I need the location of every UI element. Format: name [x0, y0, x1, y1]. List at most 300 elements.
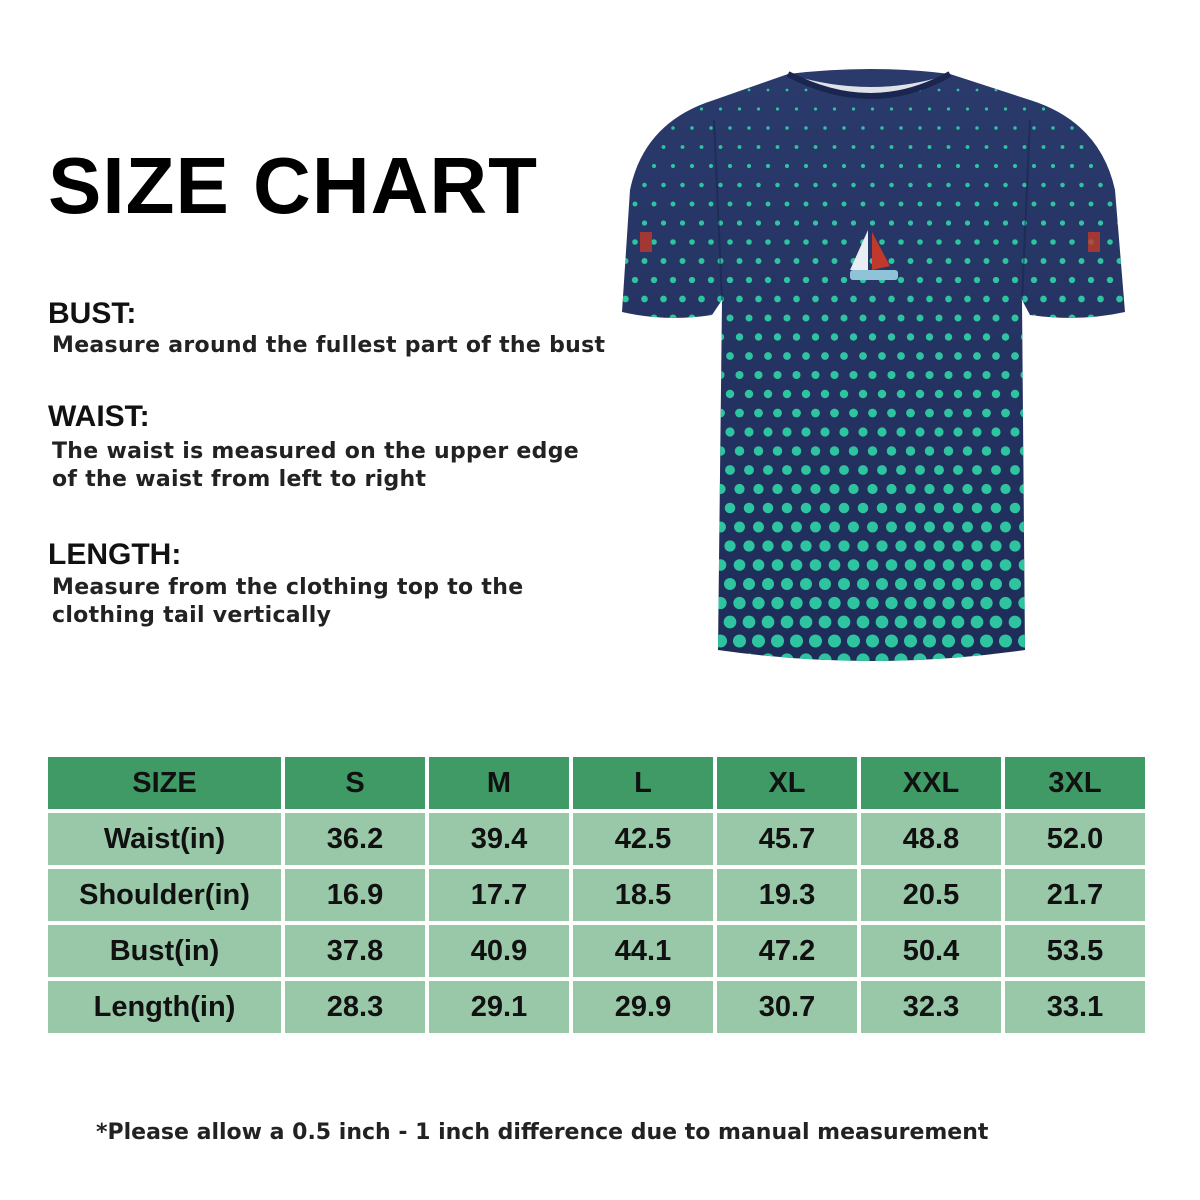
halftone-dot [1049, 390, 1057, 398]
halftone-dot [650, 314, 657, 321]
halftone-dot [785, 164, 789, 168]
halftone-dot [1087, 390, 1095, 398]
halftone-dot [1066, 616, 1079, 629]
halftone-dot [1071, 89, 1074, 92]
table-cell: 16.9 [285, 869, 425, 921]
halftone-dot [1059, 333, 1066, 340]
halftone-dot [624, 107, 627, 110]
halftone-dot [812, 296, 819, 303]
halftone-dot [803, 239, 809, 245]
halftone-dot [657, 597, 669, 609]
halftone-dot [1048, 465, 1058, 475]
halftone-dot [1018, 634, 1031, 647]
halftone-dot [688, 314, 695, 321]
halftone-dot [804, 126, 808, 130]
halftone-dot [1002, 296, 1009, 303]
halftone-dot [896, 465, 906, 475]
halftone-dot [1029, 465, 1039, 475]
halftone-dot [957, 89, 960, 92]
halftone-dot [885, 597, 897, 609]
halftone-dot [632, 277, 638, 283]
halftone-dot [726, 314, 733, 321]
halftone-dot [905, 484, 915, 494]
halftone-dot [1124, 465, 1130, 475]
halftone-dot [761, 653, 774, 666]
halftone-dot [640, 409, 649, 418]
halftone-dot [1106, 352, 1114, 360]
halftone-dot [738, 145, 742, 149]
halftone-dot [704, 653, 717, 666]
halftone-dot [984, 258, 990, 264]
halftone-dot [889, 258, 895, 264]
halftone-dot [766, 164, 770, 168]
halftone-dot [707, 390, 715, 398]
halftone-dot [878, 352, 886, 360]
table-cell: 19.3 [717, 869, 857, 921]
halftone-dot [890, 145, 894, 149]
halftone-dot [1003, 258, 1009, 264]
halftone-dot [906, 446, 916, 456]
halftone-dot [1031, 277, 1037, 283]
halftone-dot [1116, 333, 1123, 340]
row-label: Shoulder(in) [48, 869, 281, 921]
halftone-dot [610, 616, 622, 629]
halftone-dot [706, 503, 717, 514]
halftone-dot [678, 371, 686, 379]
table-row [48, 869, 1145, 921]
halftone-dot [1000, 484, 1010, 494]
halftone-dot [715, 559, 727, 571]
halftone-dot [686, 616, 699, 629]
halftone-dot [954, 390, 962, 398]
halftone-dot [775, 258, 781, 264]
halftone-dot [847, 634, 860, 647]
halftone-dot [943, 559, 955, 571]
halftone-dot [814, 107, 817, 110]
halftone-dot [772, 484, 782, 494]
halftone-dot [719, 145, 723, 149]
halftone-dot [791, 522, 802, 533]
halftone-dot [784, 239, 790, 245]
halftone-dot [1076, 522, 1087, 533]
halftone-dot [1060, 183, 1065, 188]
halftone-dot [1090, 89, 1093, 92]
halftone-dot [681, 145, 685, 149]
halftone-dot [631, 352, 639, 360]
halftone-dot [794, 183, 799, 188]
halftone-dot [1020, 409, 1029, 418]
halftone-dot [662, 145, 666, 149]
halftone-dot [962, 559, 974, 571]
halftone-dot [1095, 522, 1106, 533]
halftone-dot [1056, 634, 1069, 647]
waist-heading: WAIST: [48, 400, 150, 433]
halftone-dot [1010, 465, 1020, 475]
halftone-dot [1079, 220, 1084, 225]
halftone-dot [1116, 296, 1123, 303]
halftone-dot [886, 484, 896, 494]
halftone-dot [1003, 183, 1008, 188]
halftone-dot [639, 522, 650, 533]
halftone-dot [887, 409, 896, 418]
halftone-dot [813, 258, 819, 264]
halftone-dot [1098, 258, 1104, 264]
halftone-dot [610, 540, 621, 551]
halftone-dot [990, 616, 1003, 629]
halftone-dot [800, 540, 811, 551]
halftone-dot [1125, 314, 1130, 321]
halftone-dot [1028, 540, 1039, 551]
halftone-dot [1070, 126, 1074, 130]
halftone-dot [649, 503, 660, 514]
halftone-dot [754, 371, 762, 379]
halftone-dot [794, 220, 799, 225]
halftone-dot [823, 164, 827, 168]
halftone-dot [630, 503, 641, 514]
halftone-dot [1107, 277, 1113, 283]
table-cell: 37.8 [285, 925, 425, 977]
halftone-dot [793, 296, 800, 303]
halftone-dot [952, 616, 965, 629]
halftone-dot [942, 634, 955, 647]
halftone-dot [715, 484, 725, 494]
halftone-dot [700, 145, 704, 149]
halftone-dot [687, 503, 698, 514]
halftone-dot [985, 107, 988, 110]
halftone-dot [661, 220, 666, 225]
halftone-dot [858, 427, 867, 436]
halftone-dot [756, 258, 762, 264]
halftone-dot [991, 503, 1002, 514]
halftone-dot [1008, 653, 1021, 666]
halftone-dot [1080, 145, 1084, 149]
halftone-dot [861, 126, 865, 130]
halftone-dot [668, 503, 679, 514]
halftone-dot [716, 446, 726, 456]
halftone-dot [710, 89, 713, 92]
row-label: Bust(in) [48, 925, 281, 977]
halftone-dot [819, 540, 830, 551]
halftone-dot [1011, 390, 1019, 398]
halftone-dot [1066, 578, 1078, 590]
halftone-dot [766, 202, 771, 207]
halftone-dot [876, 578, 888, 590]
halftone-dot [993, 277, 999, 283]
halftone-dot [856, 653, 869, 666]
halftone-dot [971, 616, 984, 629]
halftone-dot [841, 277, 847, 283]
halftone-dot [771, 634, 784, 647]
halftone-dot [776, 145, 780, 149]
halftone-dot [813, 183, 818, 188]
halftone-dot [705, 616, 718, 629]
halftone-dot [878, 390, 886, 398]
halftone-dot [822, 239, 828, 245]
halftone-dot [962, 522, 973, 533]
halftone-dot [947, 145, 951, 149]
halftone-dot [615, 89, 618, 92]
halftone-dot [648, 616, 661, 629]
halftone-dot [915, 465, 925, 475]
halftone-dot [992, 352, 1000, 360]
halftone-dot [1046, 653, 1059, 666]
halftone-dot [629, 578, 641, 590]
halftone-dot [926, 296, 933, 303]
halftone-dot [698, 296, 705, 303]
halftone-dot [620, 559, 632, 571]
halftone-dot [748, 89, 751, 92]
halftone-dot [724, 578, 736, 590]
halftone-dot [773, 371, 781, 379]
halftone-dot [699, 183, 704, 188]
halftone-dot [657, 634, 670, 647]
halftone-dot [767, 89, 770, 92]
halftone-dot [1068, 352, 1076, 360]
halftone-dot [718, 183, 723, 188]
halftone-dot [909, 107, 912, 110]
halftone-dot [924, 484, 934, 494]
halftone-dot [661, 183, 666, 188]
halftone-dot [679, 333, 686, 340]
halftone-dot [994, 126, 998, 130]
halftone-dot [723, 653, 736, 666]
halftone-dot [660, 296, 667, 303]
halftone-dot [923, 634, 936, 647]
halftone-dot [859, 390, 867, 398]
halftone-dot [1126, 239, 1130, 245]
halftone-dot [1077, 371, 1085, 379]
halftone-dot [1114, 559, 1126, 571]
halftone-dot [847, 597, 859, 609]
halftone-dot [1041, 183, 1046, 188]
halftone-dot [927, 220, 932, 225]
halftone-dot [1097, 296, 1104, 303]
halftone-dot [1058, 371, 1066, 379]
halftone-dot [614, 126, 618, 130]
halftone-dot [1031, 239, 1037, 245]
halftone-dot [876, 616, 889, 629]
halftone-dot [612, 352, 620, 360]
table-cell: 18.5 [573, 869, 713, 921]
halftone-dot [1098, 183, 1103, 188]
halftone-dot [783, 390, 791, 398]
halftone-dot [871, 145, 875, 149]
halftone-dot [613, 277, 619, 283]
halftone-dot [1067, 503, 1078, 514]
halftone-dot [971, 540, 982, 551]
halftone-dot [840, 390, 848, 398]
halftone-dot [990, 540, 1001, 551]
halftone-dot [1012, 239, 1018, 245]
halftone-dot [1047, 578, 1059, 590]
halftone-dot [690, 126, 694, 130]
halftone-dot [652, 126, 656, 130]
halftone-dot [643, 107, 646, 110]
halftone-dot [852, 107, 855, 110]
halftone-dot [886, 559, 898, 571]
halftone-dot [953, 503, 964, 514]
halftone-dot [641, 296, 648, 303]
halftone-dot [983, 333, 990, 340]
table-cell: 29.1 [429, 981, 569, 1033]
halftone-dot [1004, 145, 1008, 149]
halftone-dot [1038, 522, 1049, 533]
halftone-dot [999, 634, 1012, 647]
halftone-dot [628, 653, 641, 666]
halftone-dot [804, 202, 809, 207]
halftone-dot [687, 465, 697, 475]
halftone-dot [867, 484, 877, 494]
halftone-dot [790, 634, 803, 647]
halftone-dot [975, 202, 980, 207]
halftone-dot [963, 371, 971, 379]
halftone-dot [669, 352, 677, 360]
table-cell: 30.7 [717, 981, 857, 1033]
halftone-dot [907, 333, 914, 340]
halftone-dot [908, 220, 913, 225]
halftone-dot [857, 540, 868, 551]
halftone-dot [1050, 277, 1056, 283]
halftone-dot [805, 89, 808, 92]
halftone-dot [938, 89, 941, 92]
halftone-dot [1061, 145, 1065, 149]
halftone-dot [782, 465, 792, 475]
halftone-dot [858, 465, 868, 475]
halftone-dot [708, 277, 714, 283]
halftone-dot [1001, 409, 1010, 418]
halftone-dot [859, 352, 867, 360]
halftone-dot [840, 314, 847, 321]
halftone-dot [1098, 220, 1103, 225]
table-cell: 44.1 [573, 925, 713, 977]
page-title: SIZE CHART [48, 141, 538, 230]
halftone-dot [1047, 540, 1058, 551]
halftone-dot [899, 126, 903, 130]
halftone-dot [709, 126, 713, 130]
halftone-dot [991, 465, 1001, 475]
halftone-dot [630, 465, 640, 475]
halftone-dot [1087, 352, 1095, 360]
halftone-dot [1086, 465, 1096, 475]
halftone-dot [687, 427, 696, 436]
halftone-dot [952, 540, 963, 551]
halftone-dot [823, 126, 827, 130]
halftone-dot [928, 145, 932, 149]
halftone-dot [899, 164, 903, 168]
halftone-dot [927, 183, 932, 188]
halftone-dot [1123, 578, 1130, 590]
halftone-dot [774, 333, 781, 340]
halftone-dot [756, 183, 761, 188]
halftone-dot [727, 277, 733, 283]
halftone-dot [1019, 559, 1031, 571]
halftone-dot [851, 183, 856, 188]
halftone-dot [934, 427, 943, 436]
halftone-dot [1039, 409, 1048, 418]
halftone-dot [689, 277, 695, 283]
halftone-dot [918, 164, 922, 168]
halftone-dot [737, 258, 743, 264]
halftone-dot [964, 296, 971, 303]
halftone-dot [1076, 484, 1086, 494]
halftone-dot [975, 164, 979, 168]
halftone-dot [935, 390, 943, 398]
halftone-dot [975, 126, 979, 130]
halftone-dot [830, 409, 839, 418]
halftone-dot [820, 465, 830, 475]
halftone-dot [1105, 427, 1114, 436]
halftone-dot [1115, 446, 1125, 456]
halftone-dot [1108, 202, 1113, 207]
halftone-dot [913, 653, 926, 666]
halftone-dot [742, 653, 755, 666]
halftone-dot [764, 390, 772, 398]
bust-description: Measure around the fullest part of the bust [52, 333, 606, 358]
halftone-dot [757, 107, 760, 110]
halftone-dot [974, 277, 980, 283]
halftone-dot [765, 239, 771, 245]
halftone-dot [695, 597, 707, 609]
halftone-dot [879, 239, 885, 245]
halftone-dot [715, 522, 726, 533]
halftone-dot [700, 107, 703, 110]
measurement-note: *Please allow a 0.5 inch - 1 inch difference due to manual measurement [96, 1120, 989, 1145]
halftone-dot [935, 314, 942, 321]
halftone-dot [743, 540, 754, 551]
halftone-dot [679, 296, 686, 303]
halftone-dot [880, 202, 885, 207]
halftone-dot [952, 578, 964, 590]
halftone-dot [1051, 164, 1055, 168]
header-cell: XL [717, 757, 857, 809]
halftone-dot [771, 597, 783, 609]
halftone-dot [819, 578, 831, 590]
halftone-dot [785, 126, 789, 130]
halftone-dot [658, 522, 669, 533]
halftone-dot [697, 409, 706, 418]
halftone-dot [1118, 107, 1121, 110]
halftone-dot [756, 220, 761, 225]
halftone-dot [1114, 522, 1125, 533]
halftone-dot [897, 390, 905, 398]
halftone-dot [638, 634, 651, 647]
halftone-dot [1096, 371, 1104, 379]
halftone-dot [820, 427, 829, 436]
halftone-dot [667, 540, 678, 551]
halftone-dot [915, 427, 924, 436]
halftone-dot [659, 446, 669, 456]
halftone-dot [1085, 540, 1096, 551]
table-cell: 40.9 [429, 925, 569, 977]
halftone-dot [649, 427, 658, 436]
halftone-dot [786, 89, 789, 92]
halftone-dot [842, 164, 846, 168]
halftone-dot [1033, 89, 1036, 92]
halftone-dot [821, 390, 829, 398]
halftone-dot [889, 220, 894, 225]
halftone-dot [1126, 277, 1130, 283]
halftone-dot [1032, 126, 1036, 130]
halftone-dot [1104, 578, 1116, 590]
halftone-dot [946, 258, 952, 264]
halftone-dot [810, 559, 822, 571]
halftone-dot [1086, 427, 1095, 436]
halftone-dot [1002, 333, 1009, 340]
halftone-dot [1013, 126, 1017, 130]
halftone-dot [1038, 559, 1050, 571]
halftone-dot [1097, 333, 1104, 340]
halftone-dot [1047, 616, 1060, 629]
